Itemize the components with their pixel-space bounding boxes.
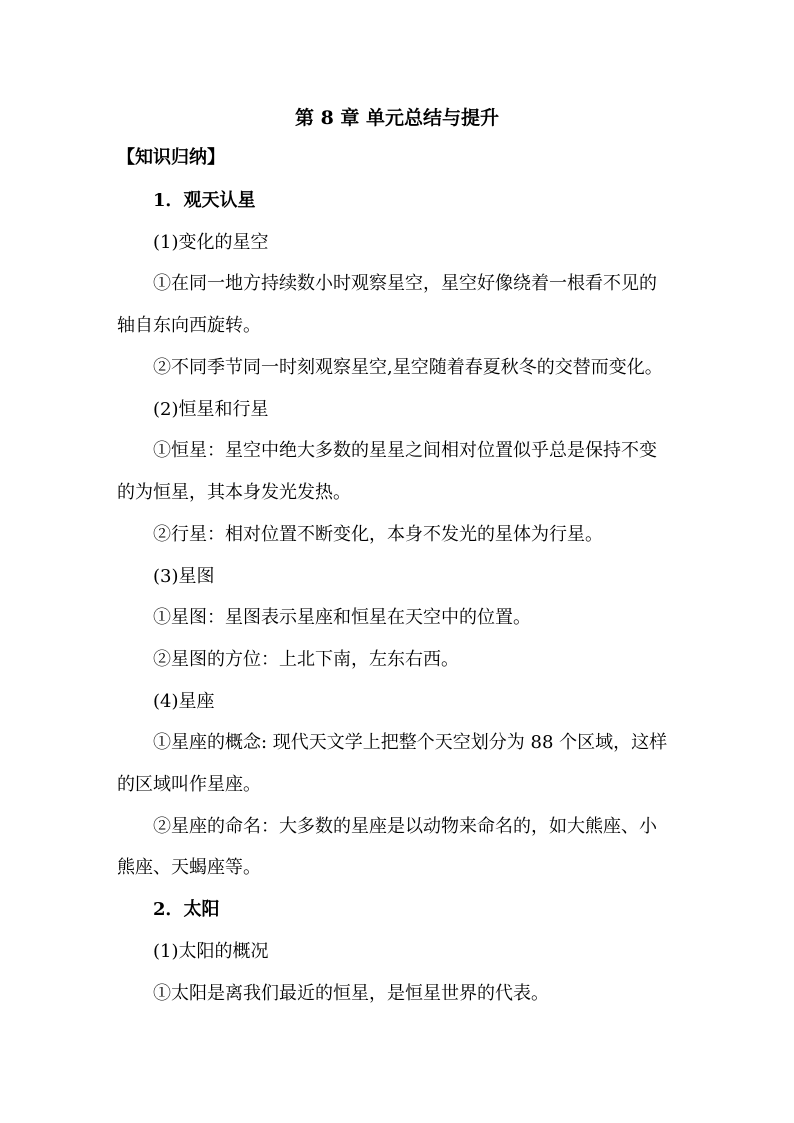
heading-observe-stars: 1．观天认星 [153, 190, 256, 211]
subheading-constellation: (4)星座 [153, 691, 215, 712]
subheading-stars-planets: (2)恒星和行星 [153, 399, 269, 420]
paragraph-line: ②不同季节同一时刻观察星空,星空随着春夏秋冬的交替而变化。 [153, 357, 663, 378]
paragraph-line: ①恒星：星空中绝大多数的星星之间相对位置似乎总是保持不变 [153, 440, 657, 461]
subheading-changing-sky: (1)变化的星空 [153, 232, 269, 253]
page-title: 第 8 章 单元总结与提升 [294, 107, 500, 129]
paragraph-line: 熊座、天蝎座等。 [117, 857, 261, 878]
paragraph-line: ①太阳是离我们最近的恒星，是恒星世界的代表。 [153, 983, 549, 1004]
heading-sun: 2．太阳 [153, 899, 220, 920]
paragraph-line: ①星图：星图表示星座和恒星在天空中的位置。 [153, 607, 531, 628]
paragraph-line: ②星座的命名：大多数的星座是以动物来命名的，如大熊座、小 [153, 816, 657, 837]
section-heading: 【知识归纳】 [117, 147, 225, 168]
subheading-sun-overview: (1)太阳的概况 [153, 941, 269, 962]
paragraph-line: ①在同一地方持续数小时观察星空，星空好像绕着一根看不见的 [153, 273, 657, 294]
paragraph-line: 的为恒星，其本身发光发热。 [117, 482, 351, 503]
paragraph-line: ①星座的概念: 现代天文学上把整个天空划分为 88 个区域，这样 [153, 732, 668, 753]
paragraph-line: 轴自东向西旋转。 [117, 315, 261, 336]
paragraph-line: ②行星：相对位置不断变化，本身不发光的星体为行星。 [153, 524, 603, 545]
paragraph-line: 的区域叫作星座。 [117, 774, 261, 795]
paragraph-line: ②星图的方位：上北下南，左东右西。 [153, 649, 459, 670]
subheading-star-map: (3)星图 [153, 566, 215, 587]
